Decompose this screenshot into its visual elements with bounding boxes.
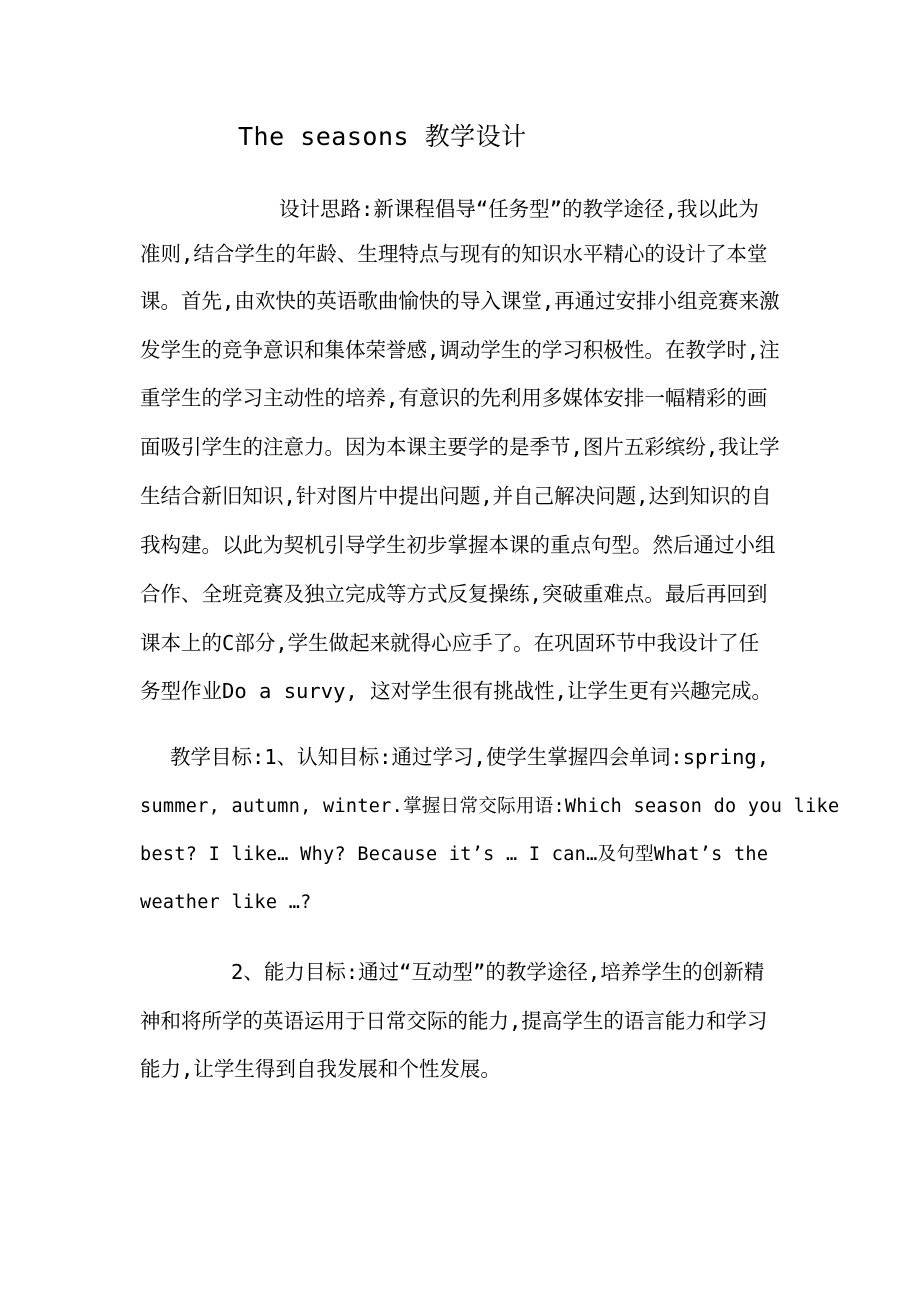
paragraph-line: 合作、全班竞赛及独立完成等方式反复操练,突破重难点。最后再回到 (140, 582, 768, 606)
paragraph-line: 设计思路:新课程倡导“任务型”的教学途径,我以此为 (279, 197, 759, 221)
paragraph-line: 生结合新旧知识,针对图片中提出问题,并自己解决问题,达到知识的自 (140, 484, 772, 508)
paragraph-line: 发学生的竞争意识和集体荣誉感,调动学生的学习积极性。在教学时,注 (140, 338, 780, 362)
paragraph-line: 课。首先,由欢快的英语歌曲愉快的导入课堂,再通过安排小组竞赛来激 (140, 289, 780, 313)
paragraph-line: 能力,让学生得到自我发展和个性发展。 (140, 1057, 501, 1081)
paragraph-line: 面吸引学生的注意力。因为本课主要学的是季节,图片五彩缤纷,我让学 (140, 435, 780, 459)
paragraph-line: 2、能力目标:通过“互动型”的教学途径,培养学生的创新精 (231, 960, 765, 984)
paragraph-line: weather like …? (140, 892, 312, 913)
document-title: The seasons 教学设计 (238, 122, 527, 151)
paragraph-line: 课本上的C部分,学生做起来就得心应手了。在巩固环节中我设计了任 (140, 631, 760, 655)
paragraph-line: 教学目标:1、认知目标:通过学习,使学生掌握四会单词:spring, (170, 745, 770, 769)
paragraph-line: 神和将所学的英语运用于日常交际的能力,提高学生的语言能力和学习 (140, 1009, 768, 1033)
paragraph-line: summer, autumn, winter.掌握日常交际用语:Which season do you like (140, 796, 840, 817)
paragraph-line: 重学生的学习主动性的培养,有意识的先利用多媒体安排一幅精彩的画 (140, 386, 768, 410)
paragraph-line: 准则,结合学生的年龄、生理特点与现有的知识水平精心的设计了本堂 (140, 242, 768, 266)
paragraph-line: 务型作业Do a survy, 这对学生很有挑战性,让学生更有兴趣完成。 (140, 679, 772, 703)
paragraph-line: best? I like… Why? Because it’s … I can…及句型What’s the (140, 844, 769, 865)
paragraph-line: 我构建。以此为契机引导学生初步掌握本课的重点句型。然后通过小组 (140, 533, 776, 557)
